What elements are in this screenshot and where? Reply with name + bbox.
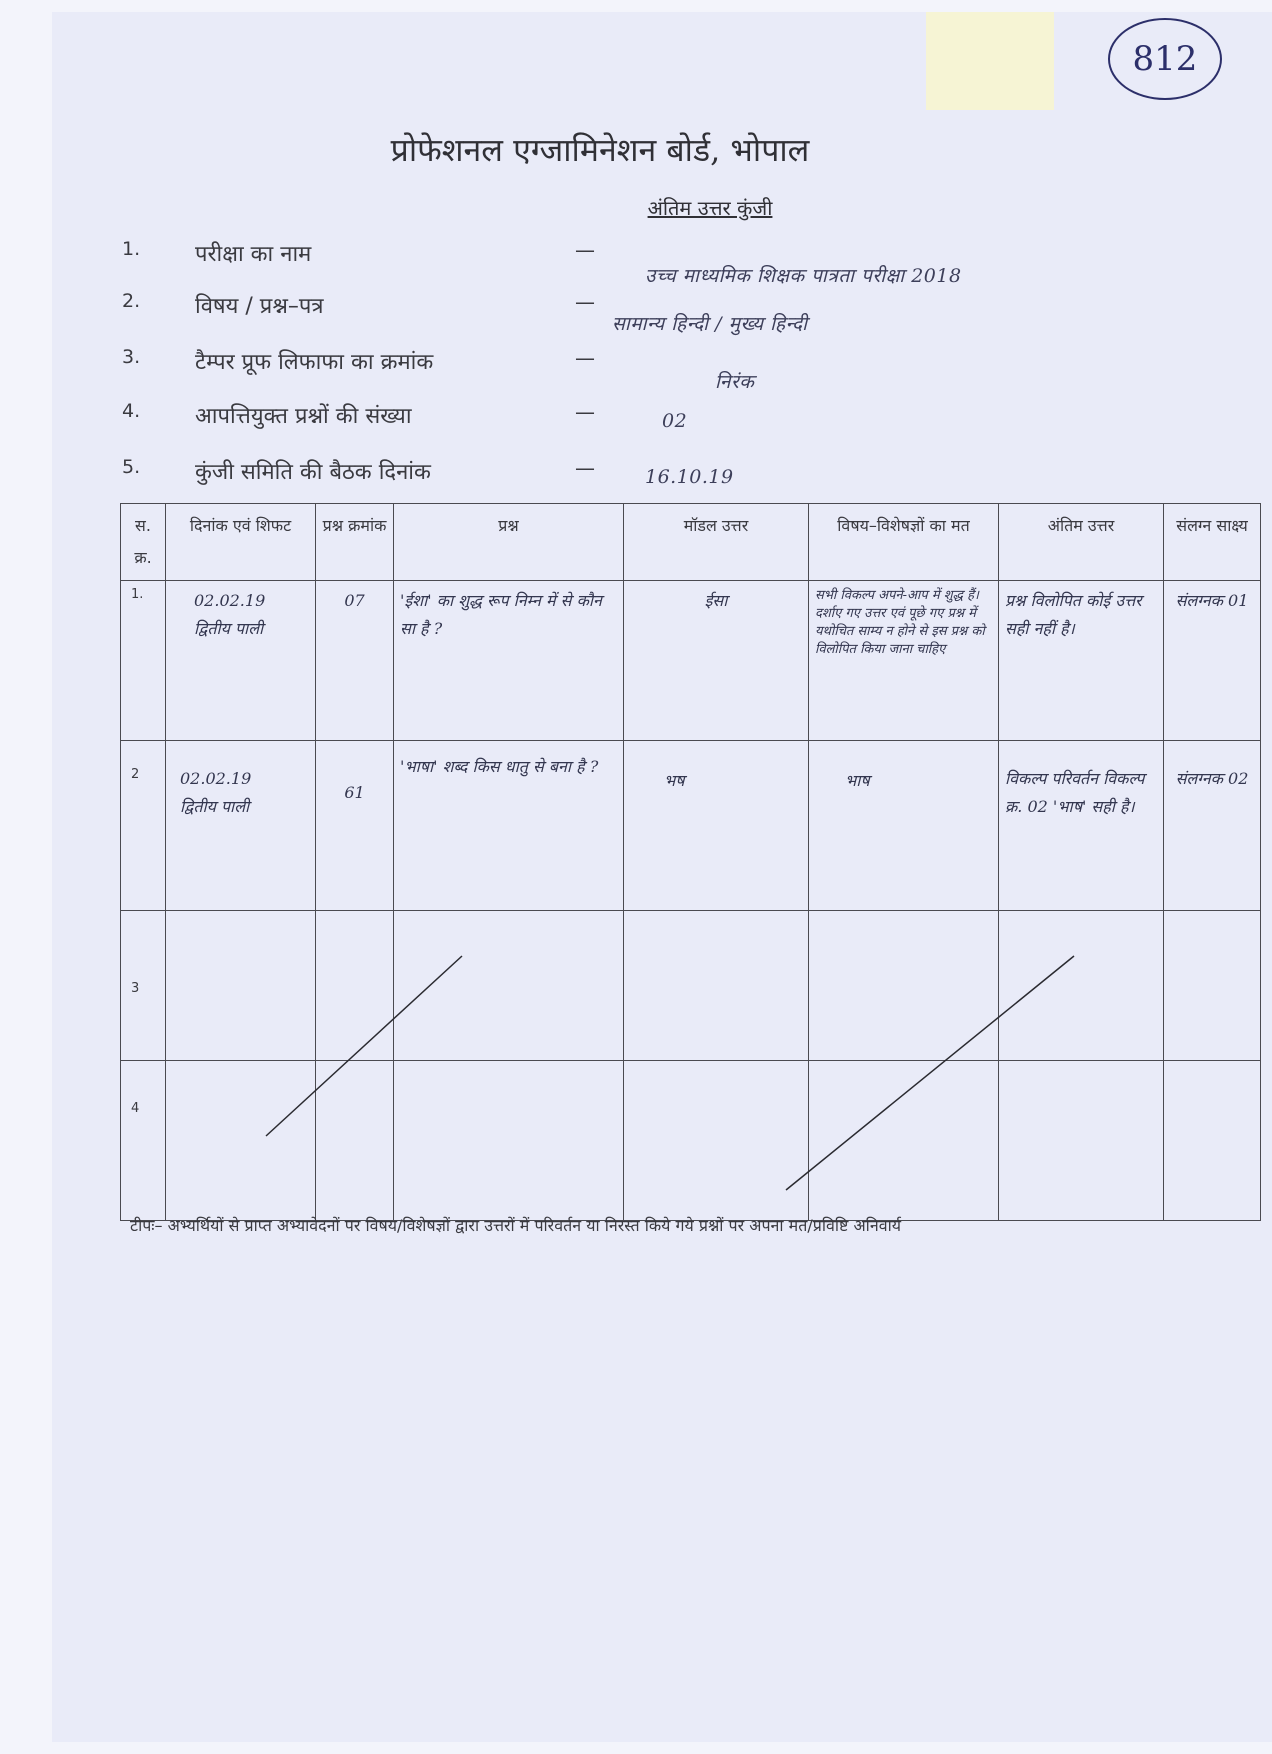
info-row-objection-count [0, 400, 1272, 440]
row-model-answer: ईसा [624, 581, 809, 741]
row-final-answer: प्रश्न विलोपित कोई उत्तर सही नहीं है। [999, 581, 1164, 741]
col-header-date-shift: दिनांक एवं शिफट [166, 504, 316, 581]
col-header-sn: स. क्र. [121, 504, 166, 581]
table-row [121, 911, 1261, 1061]
info-dash: — [575, 346, 595, 370]
row-question: 'भाषा' शब्द किस धातु से बना है ? [394, 741, 624, 911]
row-evidence: संलग्नक 02 [1164, 741, 1261, 911]
answer-key-table [120, 503, 1261, 1221]
col-header-final-answer: अंतिम उत्तर [999, 504, 1164, 581]
info-label: कुंजी समिति की बैठक दिनांक [195, 460, 431, 485]
row-sn: 4 [121, 1061, 166, 1221]
row-sn: 2 [121, 741, 166, 911]
row-shift: द्वितीय पाली [180, 797, 250, 816]
row-expert-opinion: सभी विकल्प अपने-आप में शुद्ध हैं। दर्शाए गए उत्तर एवं पूछे गए प्रश्न में यथोचित साम्य न होने से इस प्रश्न को विलोपित किया जाना चाहिए [809, 581, 999, 741]
row-evidence: संलग्नक 01 [1164, 581, 1261, 741]
info-dash: — [575, 238, 595, 262]
info-num: 3. [122, 346, 141, 368]
info-dash: — [575, 400, 595, 424]
info-row-exam-name [0, 238, 1272, 287]
row-question-no: 07 [316, 581, 394, 741]
col-header-expert-opinion: विषय–विशेषज्ञों का मत [809, 504, 999, 581]
table-row [121, 581, 1261, 741]
board-title: प्रोफेशनल एग्जामिनेशन बोर्ड, भोपाल [390, 131, 810, 169]
info-row-envelope-no [0, 346, 1272, 393]
info-row-meeting-date [0, 456, 1272, 496]
row-question-no: 61 [316, 741, 394, 911]
info-label: विषय / प्रश्न–पत्र [195, 294, 324, 319]
info-value: सामान्य हिन्दी / मुख्य हिन्दी [612, 313, 808, 335]
footer-note: टीपः– अभ्यर्थियों से प्राप्त अभ्यावेदनों पर विषय/विशेषज्ञों द्वारा उत्तरों में परिवर्तन या निरस्त किये गये प्रश्नों पर अपना मत/प्रविष्टि अनिवार्य [130, 1216, 902, 1235]
info-label: आपत्तियुक्त प्रश्नों की संख्या [195, 404, 412, 429]
row-date: 02.02.19 [180, 769, 252, 788]
row-sn: 3 [121, 911, 166, 1061]
row-final-answer: विकल्प परिवर्तन विकल्प क्र. 02 'भाष' सही है। [999, 741, 1164, 911]
row-sn: 1. [121, 581, 166, 741]
col-header-evidence: संलग्न साक्ष्य [1164, 504, 1261, 581]
info-row-subject [0, 290, 1272, 335]
row-question: 'ईशा' का शुद्ध रूप निम्न में से कौन सा है ? [394, 581, 624, 741]
sticky-note [926, 12, 1054, 110]
info-num: 5. [122, 456, 141, 478]
info-value: 16.10.19 [645, 466, 734, 488]
page-number: 812 [1108, 18, 1222, 100]
info-value: 02 [662, 410, 688, 432]
info-value: निरंक [715, 371, 755, 393]
row-expert-opinion: भाष [809, 741, 999, 911]
info-value: उच्च माध्यमिक शिक्षक पात्रता परीक्षा 2018 [645, 265, 962, 287]
info-label: परीक्षा का नाम [195, 242, 312, 267]
info-dash: — [575, 456, 595, 480]
info-num: 4. [122, 400, 141, 422]
info-dash: — [575, 290, 595, 314]
table-row [121, 741, 1261, 911]
col-header-model-answer: मॉडल उत्तर [624, 504, 809, 581]
row-date-shift [166, 741, 316, 911]
answer-key-heading: अंतिम उत्तर कुंजी [647, 196, 773, 220]
row-model-answer: भष [624, 741, 809, 911]
table-header-row [121, 504, 1261, 581]
row-shift: द्वितीय पाली [194, 619, 264, 638]
row-date-shift [166, 581, 316, 741]
info-num: 2. [122, 290, 141, 312]
info-num: 1. [122, 238, 141, 260]
table-row [121, 1061, 1261, 1221]
row-date: 02.02.19 [194, 591, 266, 610]
col-header-question: प्रश्न [394, 504, 624, 581]
col-header-question-no: प्रश्न क्रमांक [316, 504, 394, 581]
info-label: टैम्पर प्रूफ लिफाफा का क्रमांक [195, 350, 434, 375]
